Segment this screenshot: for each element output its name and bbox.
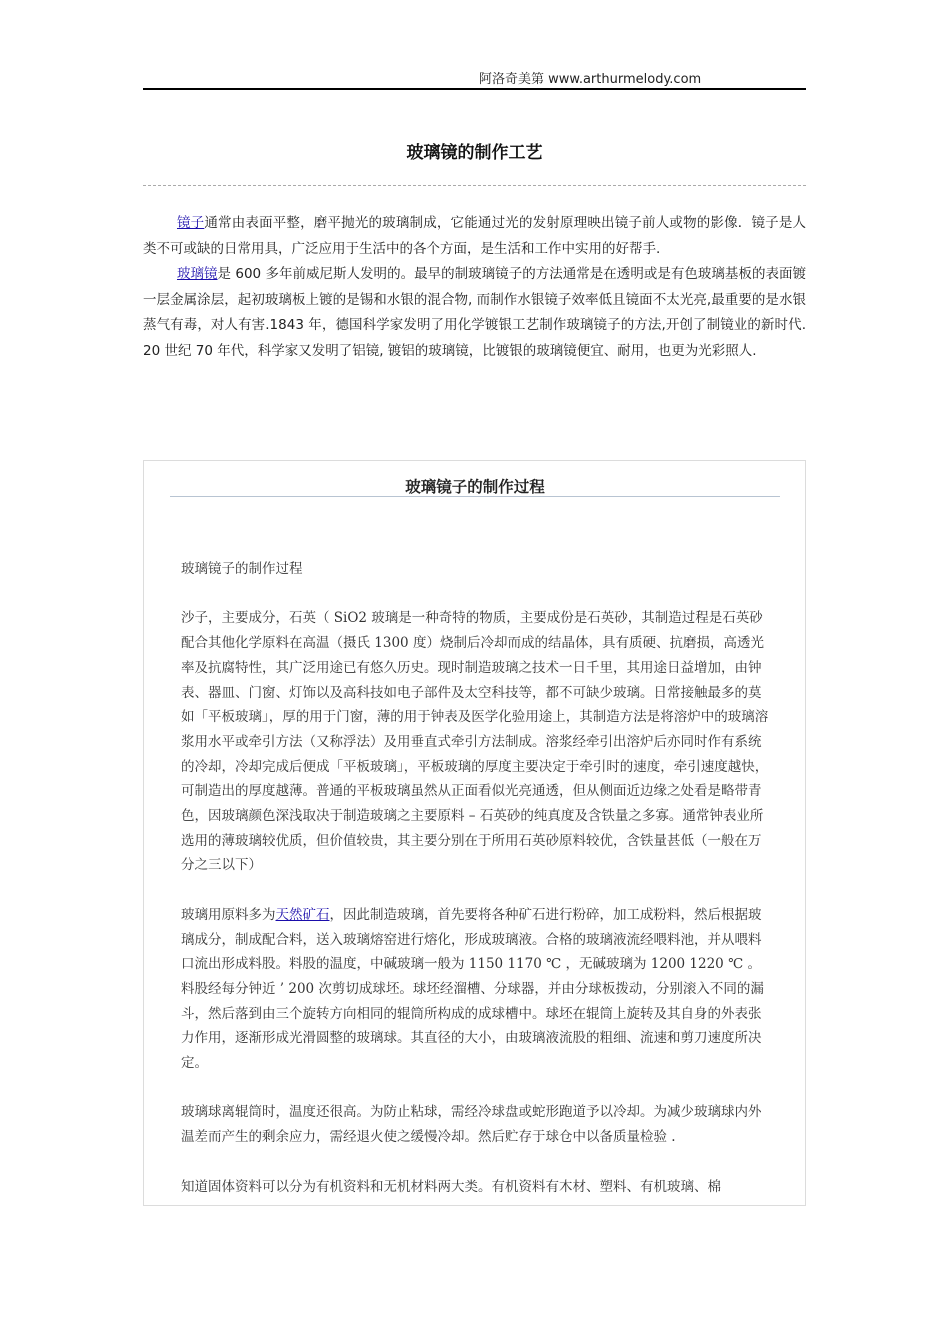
card-heading: 玻璃镜子的制作过程: [181, 561, 303, 577]
dashed-divider: [143, 185, 806, 186]
card-paragraph-2-start: 玻璃用原料多为: [181, 906, 276, 923]
card-paragraph-2-rest: ，因此制造玻璃，首先要将各种矿石进行粉碎，加工成粉料，然后根据玻璃成分，制成配合料，送入玻璃熔窑进行熔化，形成玻璃液。合格的玻璃液流经喂料池，并从喂料口流出形成料股。料股的温度，中碱玻璃一般为 1150 1170 ℃ ，无碱玻璃为 1200 1220 ℃ 。料股经每分钟近 ’ 200 次剪切成球坯。球坯经溜槽、分球器，并由分球板拨动，分别滚入不同的漏斗，然后落到由三个旋转方向相同的辊筒所构成的成球槽中。球坯在辊筒上旋转及其自身的外表张力作用，逐渐形成光滑圆整的玻璃球。其直径的大小，由玻璃液流股的粗细、流速和剪刀速度所决定。: [181, 906, 764, 1072]
page-header: [143, 64, 806, 90]
card-title: 玻璃镜子的制作过程: [170, 475, 780, 497]
intro-paragraph-2-text: 是 600 多年前威尼斯人发明的。最早的制玻璃镜子的方法通常是在透明或是有色玻璃基板的表面镀一层金属涂层，起初玻璃板上镀的是锡和水银的混合物, 而制作水银镜子效率低且镜面不太光亮,最重要的是水银蒸气有毒，对人有害.1843 年，德国科学家发明了用化学镀银工艺制作玻璃镜子的方法,开创了制镜业的新时代. 20 世纪 70 年代，科学家又发明了铝镜, 镀铝的玻璃镜，比镀银的玻璃镜便宜、耐用，也更为光彩照人.: [143, 266, 806, 359]
intro-paragraph-1: [143, 211, 806, 262]
intro-section: [143, 211, 806, 364]
link-glass-mirror[interactable]: 玻璃镜: [177, 266, 218, 282]
intro-paragraph-1-text: 通常由表面平整，磨平抛光的玻璃制成，它能通过光的发射原理映出镜子前人或物的影像．镜子是人类不可或缺的日常用具，广泛应用于生活中的各个方面，是生活和工作中实用的好帮手.: [143, 215, 807, 257]
link-natural-ore[interactable]: 天然矿石: [275, 906, 330, 923]
card-paragraph-1: 沙子，主要成分，石英（ SiO2 玻璃是一种奇特的物质，主要成份是石英砂，其制造过程是石英砂配合其他化学原料在高温（摄氏 1300 度）烧制后冷却而成的结晶体，具有质硬、抗磨损，高透光率及抗腐特性，其广泛用途已有悠久历史。现时制造玻璃之技术一日千里，其用途日益增加，由钟表、器皿、门窗、灯饰以及高科技如电子部件及太空科技等，都不可缺少玻璃。日常接触最多的莫如「平板玻璃」，厚的用于门窗，薄的用于钟表及医学化验用途上，其制造方法是将溶炉中的玻璃溶浆用水平或牵引方法（又称浮法）及用垂直式牵引方法制成。溶浆经牵引出溶炉后亦同时作有系统的冷却，冷却完成后便成「平板玻璃」，平板玻璃的厚度主要决定于牵引时的速度，牵引速度越快，可制造出的厚度越薄。普通的平板玻璃虽然从正面看似光亮通透，但从侧面近边缘之处看是略带青色，因玻璃颜色深浅取决于制造玻璃之主要原料 – 石英砂的纯真度及含铁量之多寡。通常钟表业所选用的薄玻璃较优质，但价值较贵，其主要分别在于所用石英砂原料较优，含铁量甚低（一般在万分之三以下）: [181, 610, 769, 874]
intro-paragraph-2: [143, 262, 806, 364]
card-paragraph-3: 玻璃球离辊筒时，温度还很高。为防止粘球，需经冷球盘或蛇形跑道予以冷却。为减少玻璃球内外温差而产生的剩余应力，需经退火使之缓慢冷却。然后贮存于球仓中以备质量检验 .: [181, 1104, 762, 1146]
header-site-text: 阿洛奇美第 www.arthurmelody.com: [479, 72, 702, 87]
process-card: [143, 460, 806, 1206]
document-title: 玻璃镜的制作工艺: [406, 143, 543, 163]
card-paragraph-2: [181, 903, 773, 1076]
link-mirror[interactable]: 镜子: [177, 215, 205, 231]
card-paragraph-4: 知道固体资料可以分为有机资料和无机材料两大类。有机资料有木材、塑料、有机玻璃、棉: [181, 1178, 721, 1195]
card-body: [181, 557, 773, 1206]
